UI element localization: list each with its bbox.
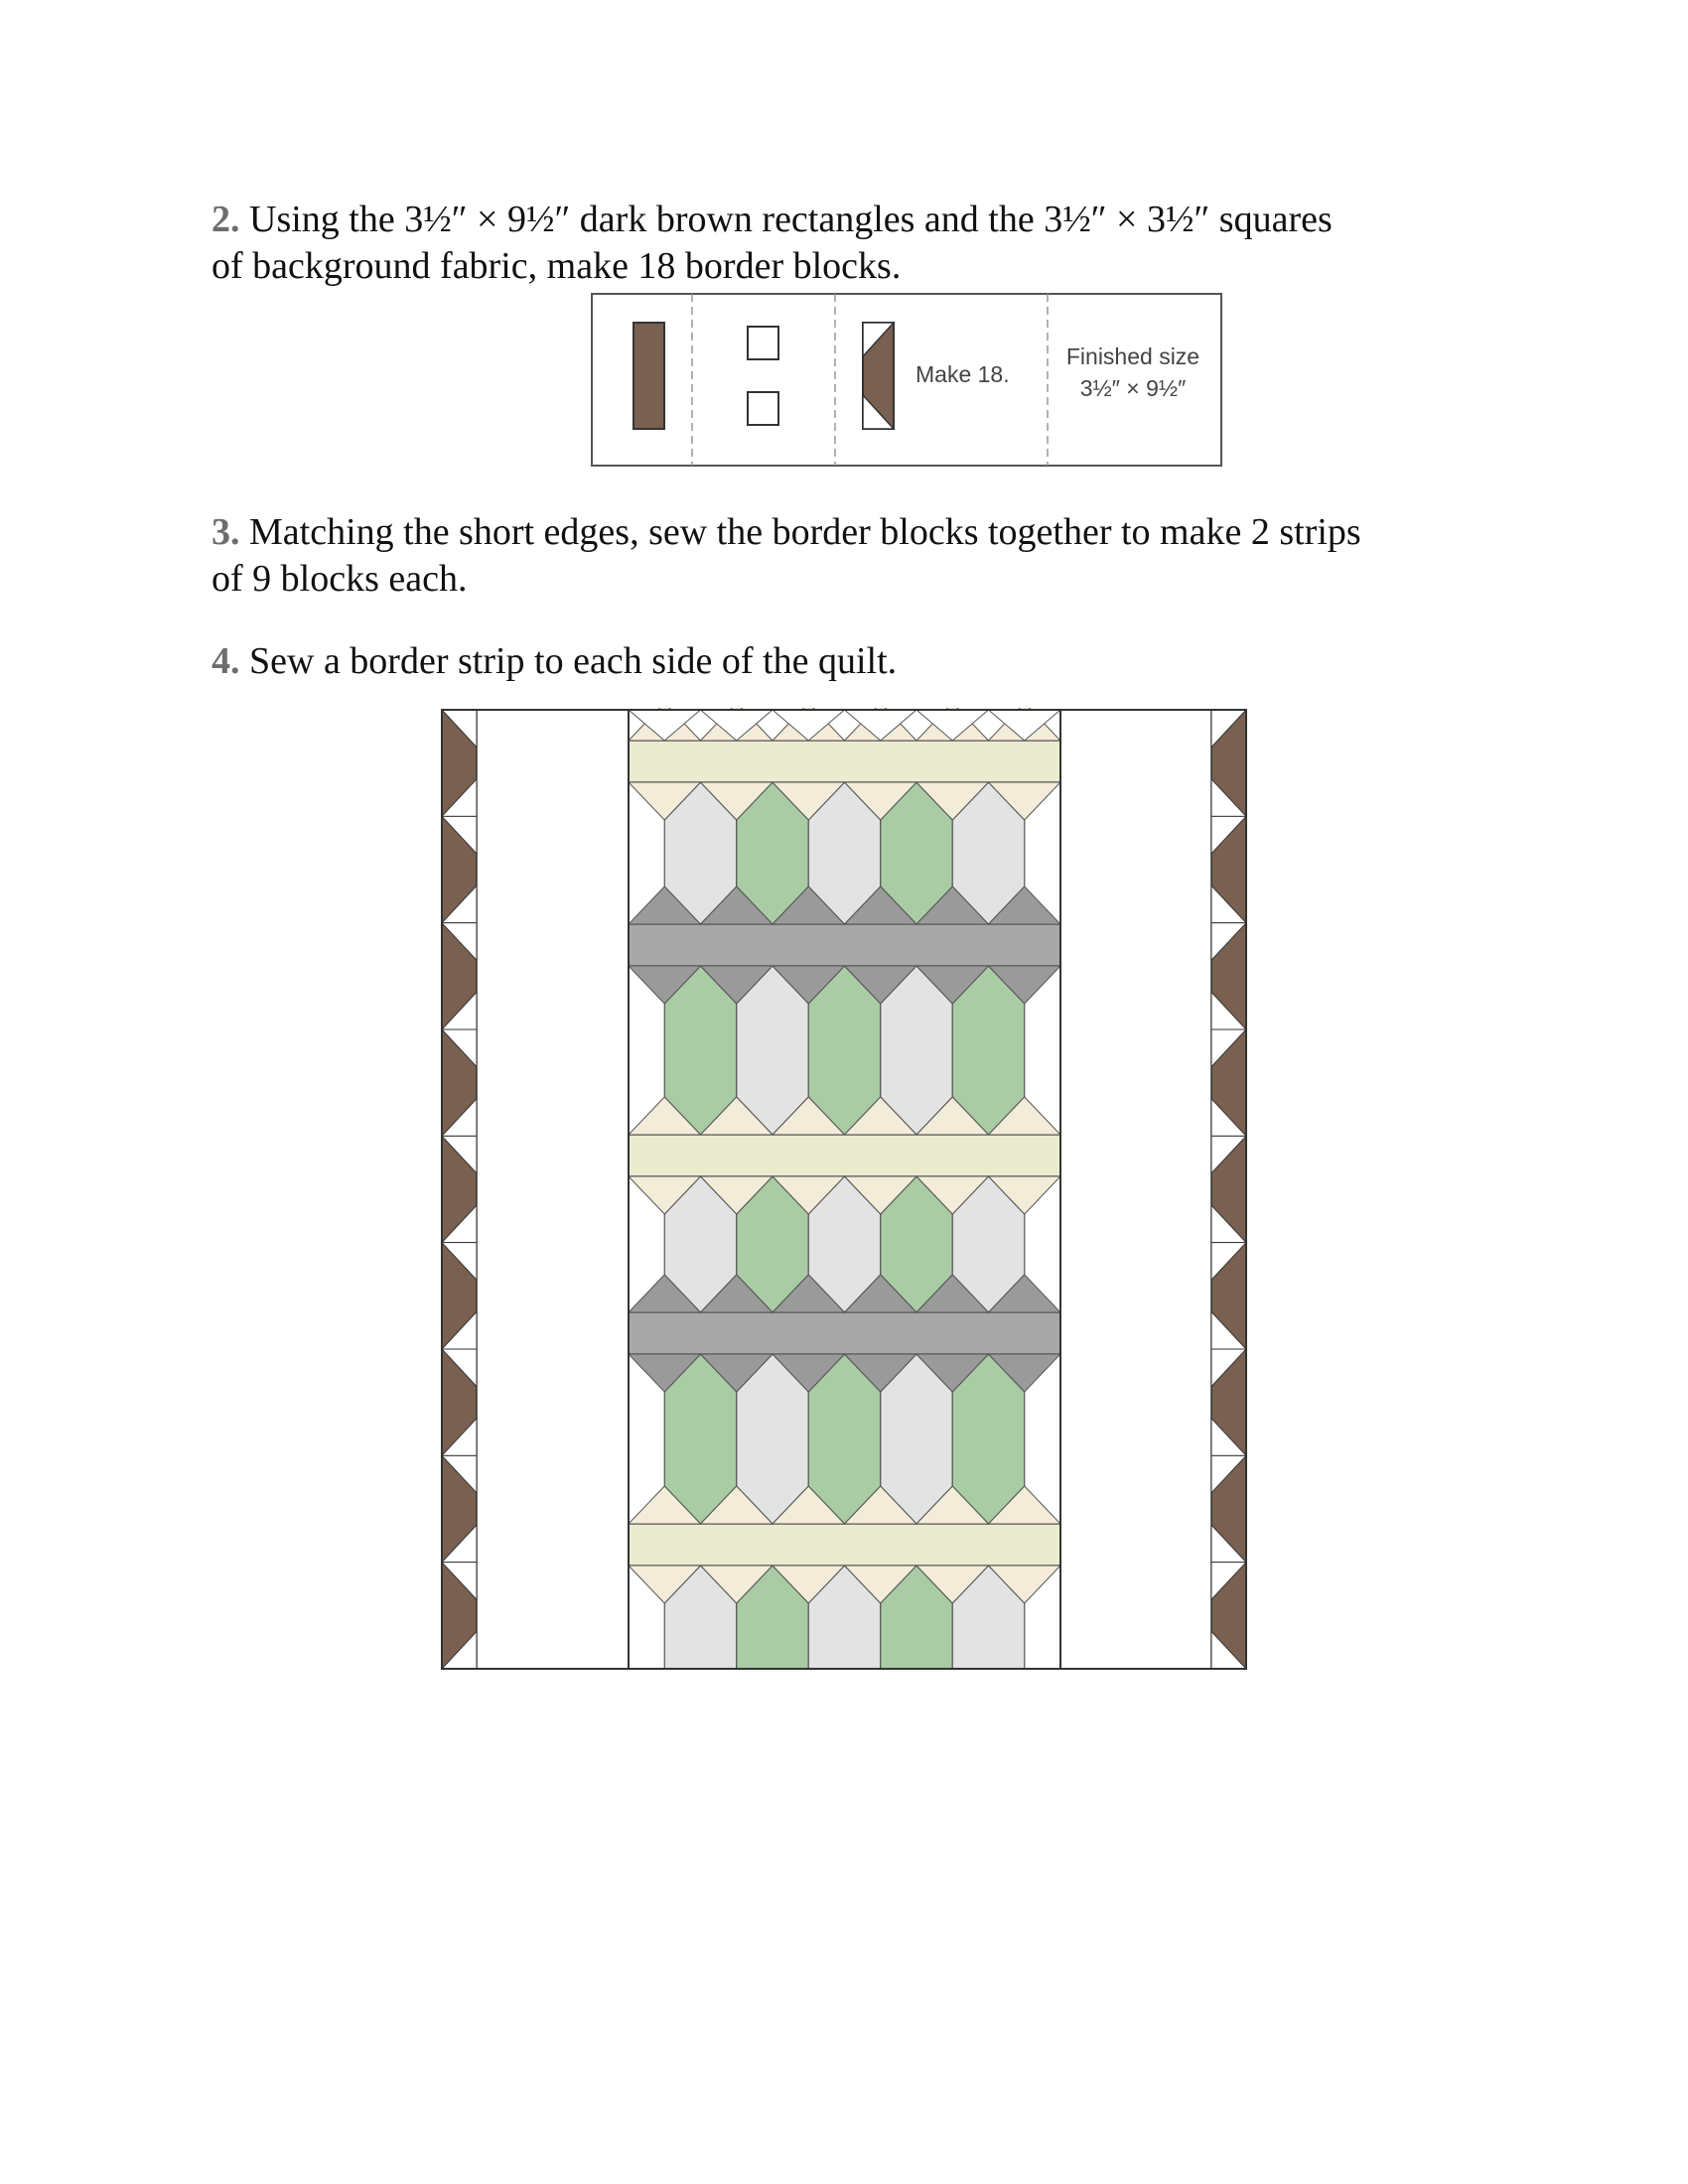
step-text-line: Using the 3½″ × 9½″ dark brown rectangles and the 3½″ × 3½″ squares xyxy=(239,199,1333,240)
finished-size-label: Finished size xyxy=(1065,343,1200,369)
step-number: 4. xyxy=(211,640,240,682)
step-number: 3. xyxy=(211,511,240,553)
sashing-strip xyxy=(629,741,1060,782)
sashing-strip xyxy=(629,1135,1060,1176)
background-square xyxy=(748,327,778,359)
border-strip xyxy=(442,710,477,1669)
border-block xyxy=(863,323,894,429)
quilt-diagram xyxy=(440,708,1248,1671)
step-text-line: of background fabric, make 18 border blocks. xyxy=(211,245,902,287)
sashing-strip xyxy=(629,1524,1060,1566)
finished-size-dims: 3½″ × 9½″ xyxy=(1079,375,1187,401)
step-text-line: Matching the short edges, sew the border blocks together to make 2 strips xyxy=(239,511,1361,553)
sashing-strip xyxy=(629,924,1060,966)
sashing-strip xyxy=(629,1312,1060,1354)
step-4 xyxy=(211,638,1502,685)
border-block-diagram xyxy=(591,293,1222,467)
step-text-line: Sew a border strip to each side of the quilt. xyxy=(239,640,898,682)
border-strip xyxy=(1211,710,1246,1669)
step-3 xyxy=(211,509,1502,603)
make-label: Make 18. xyxy=(915,361,1010,387)
step-number: 2. xyxy=(211,199,240,240)
step-text-line: of 9 blocks each. xyxy=(211,558,468,600)
brown-rectangle xyxy=(633,323,664,429)
background-square xyxy=(748,392,778,425)
step-2 xyxy=(211,197,1502,290)
